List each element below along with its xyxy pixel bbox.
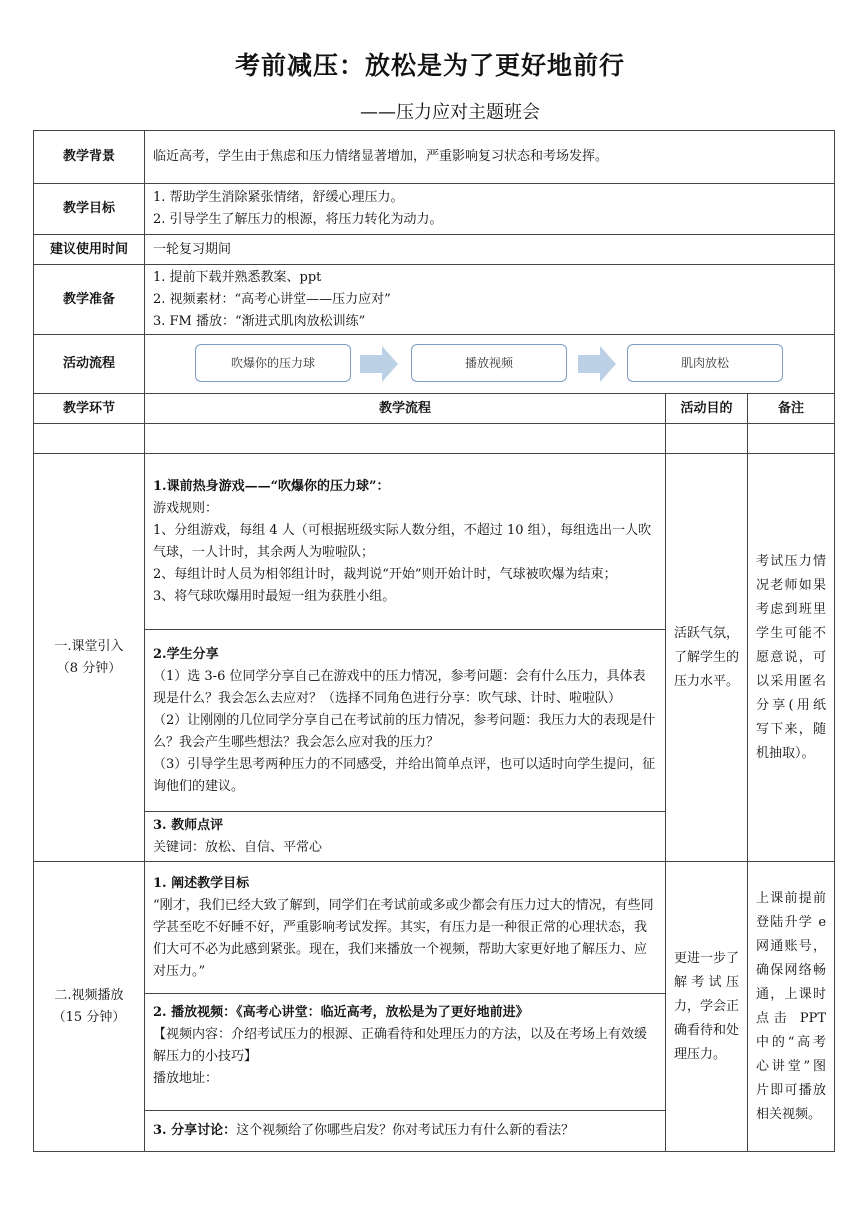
row-time bbox=[34, 235, 835, 265]
section2-row-goal bbox=[34, 862, 835, 994]
flow-arrow-icon bbox=[578, 345, 618, 383]
prep-item: 2. 视频素材：“高考心讲堂——压力应对” bbox=[153, 291, 391, 307]
row-prep bbox=[34, 265, 835, 335]
section1-name: 一.课堂引入 bbox=[54, 638, 124, 654]
flow-step-video: 播放视频 bbox=[411, 344, 567, 382]
page-title: 考前减压：放松是为了更好地前行 bbox=[234, 51, 625, 80]
section1-note: 考试压力情况老师如果考虑到班里学生可能不愿意说，可以采用匿名分享(用纸写下来，随机抽取）。 bbox=[748, 454, 835, 862]
header-process: 教学流程 bbox=[145, 394, 666, 424]
header-note: 备注 bbox=[748, 394, 835, 424]
goals-cell bbox=[145, 184, 835, 235]
header-purpose: 活动目的 bbox=[666, 394, 748, 424]
section1-game-line: 2、每组计时人员为相邻组计时，裁判说“开始”则开始计时，气球被吹爆为结束； bbox=[153, 566, 617, 582]
empty-cell bbox=[748, 424, 835, 454]
section2-discuss-text: 这个视频给了你哪些启发？你对考试压力有什么新的看法？ bbox=[236, 1123, 575, 1138]
goal-item: 1. 帮助学生消除紧张情绪，舒缓心理压力。 bbox=[153, 190, 404, 205]
section1-game-line: 1、分组游戏，每组 4 人（可根据班级实际人数分组，不超过 10 组），每组选出一人吹气球，一人计时，其余两人为啦啦队； bbox=[153, 522, 652, 560]
section2-discuss-title: 3. 分享讨论： bbox=[153, 1123, 237, 1138]
section2-note: 上课前提前登陆升学 e 网通账号，确保网络畅通，上课时点击 PPT 中的“高考心讲堂”图片即可播放相关视频。 bbox=[748, 862, 835, 1152]
flow-label: 活动流程 bbox=[34, 335, 145, 394]
background-text: 临近高考，学生由于焦虑和压力情绪显著增加，严重影响复习状态和考场发挥。 bbox=[145, 131, 835, 184]
section2-video-cell bbox=[145, 994, 666, 1111]
row-empty bbox=[34, 424, 835, 454]
section2-purpose: 更进一步了解考试压力，学会正确看待和处理压力。 bbox=[666, 862, 748, 1152]
section2-duration: （15 分钟） bbox=[52, 1009, 126, 1025]
section2-discuss-cell bbox=[145, 1111, 666, 1152]
section1-game-line: 游戏规则： bbox=[153, 500, 219, 516]
row-flow bbox=[34, 335, 835, 394]
empty-cell bbox=[666, 424, 748, 454]
section2-goal-cell bbox=[145, 862, 666, 994]
background-label: 教学背景 bbox=[34, 131, 145, 184]
section2-video-text: 【视频内容：介绍考试压力的根源、正确看待和处理压力的方法，以及在考场上有效缓解压力的小技巧】 bbox=[153, 1027, 648, 1064]
section1-game-line: 3、将气球吹爆用时最短一组为获胜小组。 bbox=[153, 588, 396, 604]
section1-comment-title: 3. 教师点评 bbox=[153, 817, 224, 833]
page-subtitle: ——压力应对主题班会 bbox=[360, 102, 540, 123]
section1-share-line: （2）让刚刚的几位同学分享自己在考试前的压力情况，参考问题：我压力大的表现是什么？我会产生哪些想法？我会怎么应对我的压力？ bbox=[153, 712, 656, 750]
section1-share-line: （1）选 3-6 位同学分享自己在游戏中的压力情况，参考问题：会有什么压力，具体表现是什么？我会怎么去应对？（选择不同角色进行分享：吹气球、计时、啦啦队） bbox=[153, 668, 646, 706]
section2-goal-text: “刚才，我们已经大致了解到，同学们在考试前或多或少都会有压力过大的情况，有些同学甚至吃不好睡不好，严重影响考试发挥。其实，有压力是一种很正常的心理状态，我们大可不必为此感到紧张。现在，我们来播放一个视频，帮助大家更好地了解压力、应对压力。” bbox=[153, 897, 654, 979]
goal-item: 2. 引导学生了解压力的根源，将压力转化为动力。 bbox=[153, 212, 443, 227]
lesson-plan-table bbox=[33, 130, 835, 1152]
goals-label: 教学目标 bbox=[34, 184, 145, 235]
section2-name: 二.视频播放 bbox=[54, 987, 124, 1003]
section1-share-cell bbox=[145, 630, 666, 812]
section2-stage bbox=[34, 862, 145, 1152]
section1-duration: （8 分钟） bbox=[56, 660, 122, 676]
flow-cell bbox=[145, 335, 835, 394]
flow-arrow-icon bbox=[360, 345, 400, 383]
time-text: 一轮复习期间 bbox=[145, 235, 835, 265]
prep-label: 教学准备 bbox=[34, 265, 145, 335]
section1-row-game bbox=[34, 454, 835, 630]
section1-game-cell bbox=[145, 454, 666, 630]
section1-share-line: （3）引导学生思考两种压力的不同感受，并给出简单点评，也可以适时向学生提问，征询他们的建议。 bbox=[153, 756, 656, 794]
empty-cell bbox=[34, 424, 145, 454]
flow-step-balloon: 吹爆你的压力球 bbox=[195, 344, 351, 382]
row-background bbox=[34, 131, 835, 184]
section2-video-addr: 播放地址： bbox=[153, 1071, 219, 1086]
row-goals bbox=[34, 184, 835, 235]
section1-comment-text: 关键词：放松、自信、平常心 bbox=[153, 839, 323, 855]
section2-video-title: 2. 播放视频：《高考心讲堂：临近高考，放松是为了更好地前进》 bbox=[153, 1005, 529, 1020]
prep-cell bbox=[145, 265, 835, 335]
section1-purpose: 活跃气氛，了解学生的压力水平。 bbox=[666, 454, 748, 862]
section2-goal-title: 1. 阐述教学目标 bbox=[153, 875, 250, 891]
empty-cell bbox=[145, 424, 666, 454]
flow-diagram bbox=[145, 336, 834, 392]
header-stage: 教学环节 bbox=[34, 394, 145, 424]
section1-share-title: 2.学生分享 bbox=[153, 646, 219, 662]
row-headers bbox=[34, 394, 835, 424]
prep-item: 3. FM 播放：“渐进式肌肉放松训练” bbox=[153, 313, 366, 329]
flow-step-relax: 肌肉放松 bbox=[627, 344, 783, 382]
section1-comment-cell bbox=[145, 812, 666, 862]
prep-item: 1. 提前下载并熟悉教案、ppt bbox=[153, 269, 322, 285]
section1-stage bbox=[34, 454, 145, 862]
time-label: 建议使用时间 bbox=[34, 235, 145, 265]
section1-game-title: 1.课前热身游戏——“吹爆你的压力球”： bbox=[153, 478, 390, 494]
